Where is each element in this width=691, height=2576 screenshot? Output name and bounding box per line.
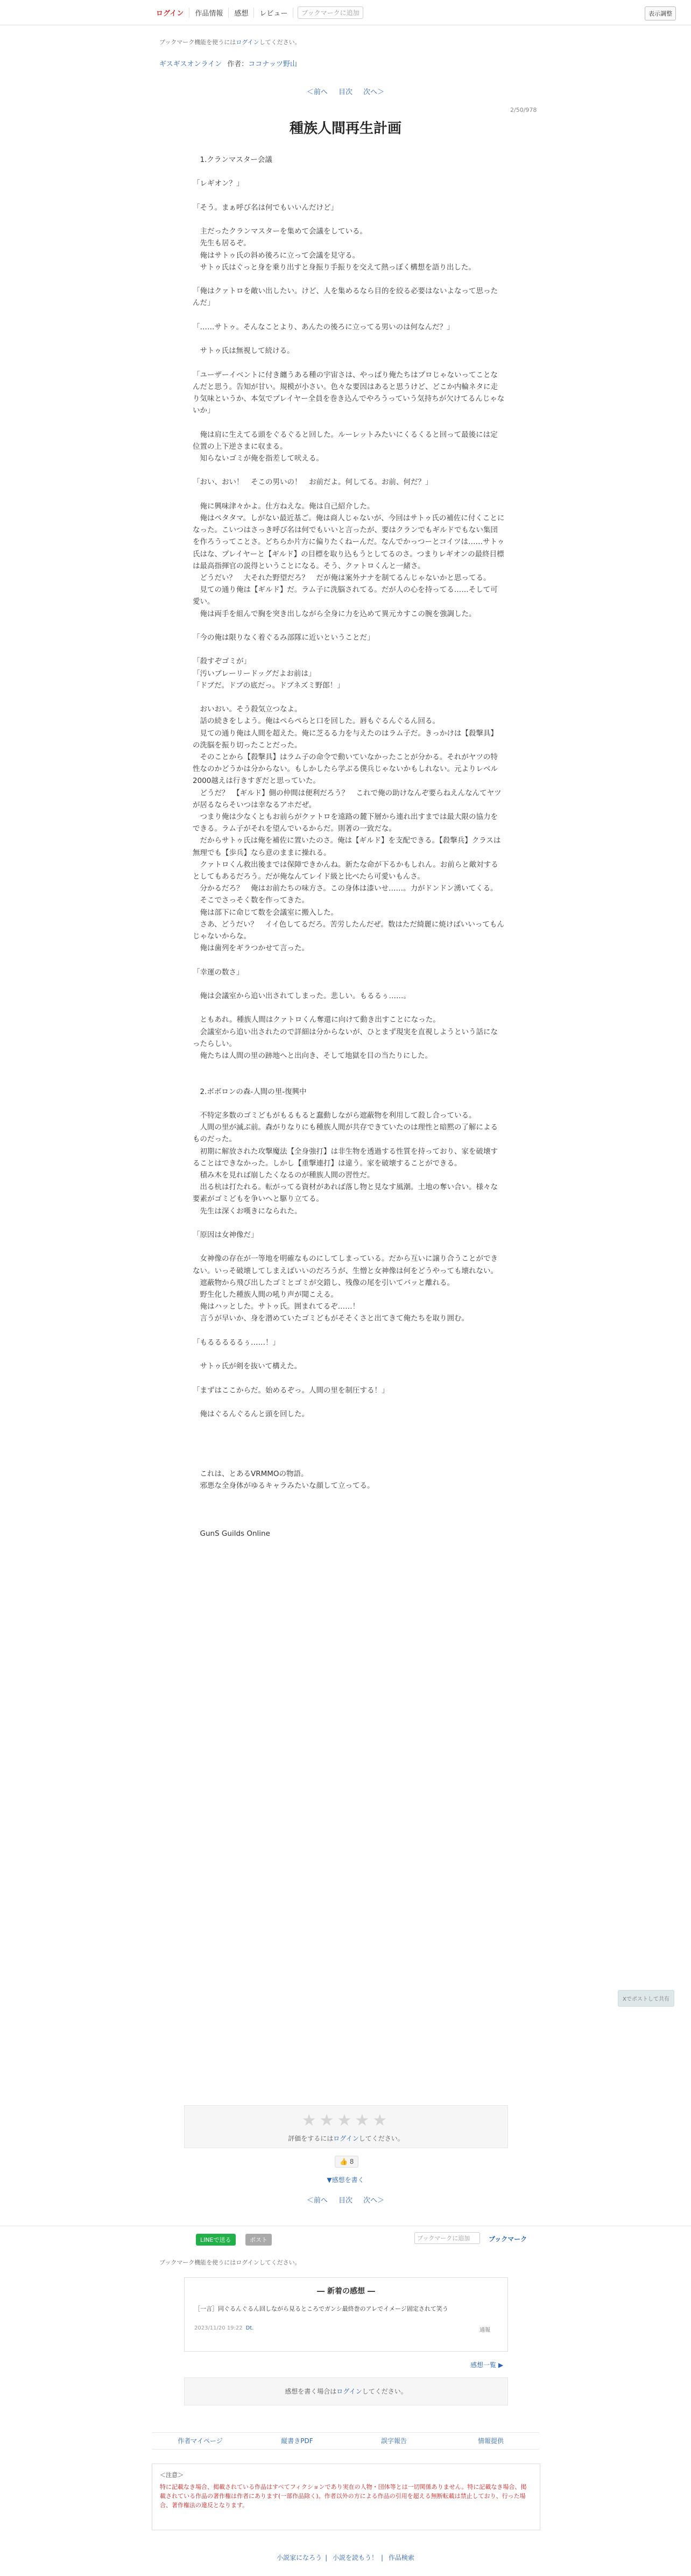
blank-line: [193, 978, 505, 990]
novel-paragraph: 邪悪な全身体がゆるキャラみたいな顔して立ってる。: [193, 1481, 375, 1491]
novel-paragraph: サトゥ氏は無視して続ける。: [193, 347, 294, 356]
impression-meta: [194, 2325, 253, 2331]
blank-line: [193, 1432, 505, 1444]
rating-note-pre: 評価をするには: [288, 2135, 334, 2142]
blank-line: [193, 190, 505, 202]
blank-line: [193, 417, 505, 428]
blank-line: [193, 954, 505, 966]
blank-line: [193, 1492, 505, 1504]
novel-paragraph: 積み木を見れば崩したくなるのが種族人間の習性だ。: [193, 1170, 375, 1180]
novel-paragraph: 見ての通り俺は【ギルド】だ。ラム子に洗脳されてる。だが人の心を持ってる……そして可愛い。: [193, 585, 498, 606]
bottom-links: 小説家になろう | 小説を読もう！ | 作品検索: [277, 2554, 414, 2561]
impression-login-link[interactable]: ログイン: [336, 2388, 362, 2395]
impression-text[interactable]: ［一言］同ぐるんぐるん回しながら見るところでガンシ最終巻のアレでイメージ固定されて笑う: [194, 2305, 448, 2312]
novel-paragraph: だからサトゥ氏は俺を補佐に置いたのさ。俺は【ギルド】を支配できる。【殺撃兵】クラスは無理でも【歩兵】なら意のままに操れる。: [193, 836, 501, 857]
novel-paragraph: どうだい？ 大それた野望だろ？ だが俺は案外ナナを制てるんじゃないかと思ってる。: [193, 573, 491, 582]
rating-note-post: してください。: [358, 2135, 404, 2142]
novel-paragraph: そのことから【殺撃具】はラム子の命令で動いていなかったことが分かる。それがヤツの特性なのかどうかは分からない。もしかしたら学ぶる僕兵じゃないかもしれない。元よりレベル2000越えは行きすぎだと思っていた。: [193, 752, 498, 786]
line-share-button[interactable]: LINEで送る: [196, 2234, 236, 2246]
novel-paragraph: 先生は深くお嘆きになられた。: [193, 1206, 302, 1216]
novel-paragraph: 見ての通り俺は人間を超えた。俺に芝るる力を与えたのはラム子だ。きっかけは【殺撃具】の洗脳を振り切ったことだった。: [193, 729, 498, 750]
author-label: 作者：: [227, 60, 249, 68]
bookmark-login-link[interactable]: ログイン: [236, 39, 259, 46]
novel-paragraph: 「ドブだ。ドブの底だっ。ドブネズミ野郎！」: [193, 681, 344, 690]
novel-paragraph: 「……サトゥ。そんなことより、あんたの後ろに立ってる男いのは何なんだ？」: [193, 322, 454, 331]
prev-link-bottom[interactable]: ＜前へ: [306, 2197, 328, 2205]
notice-text: 特に記載なき場合、掲載されている作品はすべてフィクションであり実在の人物・団体等とは一切関係ありません。特に記載なき場合、掲載されている作品の著作権は作者にあります(一部作品除く)。作者以外の方による作品の引用を超える無断転載は禁止しており、行った場合、著作権法の違反となります。: [160, 2483, 527, 2509]
novel-paragraph: つまり俺は少なくともお前らがクァトロを遠路の麓下層から連れ出すまでは最大限の協力をできる。ラム子がそれを望んでいるからだ。則著の一致だな。: [193, 812, 498, 834]
bookmark-note-pre: ブックマーク機能を使うには: [159, 39, 236, 46]
nav-bookmark-button[interactable]: ブックマークに追加: [298, 6, 363, 19]
series-info: [159, 58, 297, 68]
search-link[interactable]: 作品検索: [388, 2554, 414, 2561]
notice-title: ＜注意＞: [160, 2472, 184, 2479]
notice-box: [152, 2464, 540, 2530]
prev-link[interactable]: ＜前へ: [306, 88, 328, 96]
rating-note: [185, 2134, 507, 2143]
pager-bottom: [0, 2194, 691, 2205]
blank-line: [193, 166, 505, 178]
blank-line: [193, 1504, 505, 1515]
novel-paragraph: 俺は両手を組んで胸を突き出しながら全身に力を込めて異元カすこの腕を強調した。: [193, 609, 476, 618]
novel-paragraph: そこでさっそく数を作ってきた。: [193, 896, 309, 905]
bookmark-input[interactable]: ブックマークに追加: [414, 2232, 480, 2244]
novel-paragraph: おいおい。そう殺気立つなよ。: [193, 705, 302, 714]
novel-paragraph: 「汚いブレーリードッグだよお前は」: [193, 669, 316, 678]
novel-paragraph: 「おい、おい！ そこの男いの！ お前だよ。何してる。お前、何だ？」: [193, 478, 433, 487]
blank-line: [193, 1372, 505, 1384]
novel-paragraph: 出る杭は打たれる。転がってる資材があれば落し物と見なす風潮。土地の奪い合い。様々な要素がゴミどもを争いへと駆り立てる。: [193, 1183, 498, 1204]
nav-reviews[interactable]: レビュー: [254, 8, 293, 18]
impression-login-post: してください。: [362, 2388, 407, 2395]
blank-line: [193, 357, 505, 369]
bookmark-login-note-footer: ブックマーク機能を使うにはログインしてください。: [159, 2259, 301, 2266]
blank-line: [193, 1217, 505, 1229]
bookmark-note-post: してください。: [259, 39, 301, 46]
info-provide-link[interactable]: 情報提供: [477, 2437, 504, 2445]
blank-line: [193, 1074, 505, 1085]
top-navigation: [0, 0, 691, 25]
novel-paragraph: 俺はハッとした。サトゥ氏。囲まれてるぞ……！: [193, 1302, 360, 1311]
novel-paragraph: 俺はぐるんぐるんと頭を回した。: [193, 1409, 309, 1418]
toc-link[interactable]: 目次: [338, 88, 352, 96]
novel-paragraph: 「ユーザーイベントに付き纏うある種の宇宙さは、やっぱり俺たちはプロじゃないってことなんだと思う。告知が甘い。規模が小さい。色々な要因はあると思うけど、どこか内輪ネタに走り気味というか、本気でプレイヤー全員を巻き込んでやろうっていう気持ちが欠けてるんじゃないか」: [193, 370, 505, 415]
novel-paragraph: 女神像の存在が一等地を明確なものにしてしまっている。だから互いに譲り合うことができない。いっそ破壊してしまえばいいのだろうが、生憎と女神像は何をどうやっても壊れない。: [193, 1254, 498, 1275]
novel-paragraph: 「そう。まぁ呼び名は何でもいいんだけど」: [193, 203, 338, 212]
novel-paragraph: 「俺はクァトロを敵い出したい。けど、人を集めるなら目的を絞る必要はないよなって思ったんだ」: [193, 287, 498, 308]
impression-user[interactable]: Dt.: [245, 2325, 254, 2331]
blank-line: [193, 1098, 505, 1110]
novel-paragraph: GunS Guilds Online: [193, 1529, 270, 1538]
blank-line: [193, 1241, 505, 1253]
impression-login-pre: 感想を書く場合は: [285, 2388, 337, 2395]
toc-link-bottom[interactable]: 目次: [338, 2197, 352, 2205]
novel-paragraph: 言うが早いか、身を潜めていたゴミどもがそそくさと出てきて俺たちを取り囲む。: [193, 1314, 469, 1323]
novel-paragraph: さあ、どうだい？ イイ色してるだろ。苦労したんだぜ。数はただ綺麗に焼けばいいってもんじゃないからな。: [193, 920, 504, 941]
novel-paragraph: 人間の里が滅ぶ前。森がりなりにも種族人間が共存できていたのは理性と暗黙の了解によるものだった。: [193, 1123, 498, 1144]
author-link[interactable]: ココナッツ野山: [248, 60, 297, 68]
chapter-number: 2/50/978: [510, 107, 537, 114]
novel-paragraph: 俺たちは人間の里の跡地へと出向き、そして地獄を目の当たりにした。: [193, 1051, 432, 1060]
nav-work-info[interactable]: 作品情報: [189, 8, 229, 18]
recent-impressions: [184, 2277, 508, 2352]
vertical-pdf-link[interactable]: 縦書きPDF: [281, 2437, 313, 2445]
novel-paragraph: サトゥ氏はぐっと身を乗り出すと身振り手振りを交えて熱っぽく構想を語り出した。: [193, 263, 476, 272]
chapter-title: 種族人間再生計画: [289, 121, 401, 137]
pager-top: [0, 86, 691, 96]
typo-report-link[interactable]: 誤字報告: [380, 2437, 407, 2445]
novel-paragraph: 1.クランマスター会議: [193, 156, 272, 164]
novel-paragraph: 知らないゴミが俺を指差して吠える。: [193, 454, 323, 463]
nav-impressions[interactable]: 感想: [229, 8, 254, 18]
rating-login-link[interactable]: ログイン: [333, 2135, 359, 2142]
blank-line: [193, 1002, 505, 1014]
rating-box: [184, 2105, 508, 2148]
nav-links: [151, 5, 363, 19]
blank-line: [193, 309, 505, 321]
novel-paragraph: 俺に興味津々かよ。仕方ねえな。俺は自己紹介した。: [193, 502, 375, 511]
blank-line: [193, 489, 505, 500]
blank-line: [193, 1325, 505, 1337]
blank-line: [193, 1420, 505, 1432]
novel-paragraph: 分かるだろ？ 俺はお前たちの味方さ。この身体は漆いせ……。力がドンドン湧いてくる。: [193, 884, 498, 893]
novel-paragraph: 「今の俺は限りなく着ぐるみ部隊に近いということだ」: [193, 633, 375, 642]
novel-paragraph: サトゥ氏が剣を抜いて構えた。: [193, 1362, 302, 1371]
novel-paragraph: 俺はペタタマ。しがない最近基ご。俺は商人じゃないが、今回はサトゥ氏の補佐に付くことになった。こいつはさっき呼び名は何でもいいと言ったが、要はクランでもギルドでもない集団を作ろうってことさ。どちらか片方に偏りたくねーんだ。なんでかっつーとコイツは……サトゥ氏はな、プレイヤーと【ギルド】の目標を取り込もうとしてるのさ。つまりレギオンの最終目標は最高指揮官の説得ということになる。そう、クァトロくんと一緒さ。: [193, 513, 505, 570]
novel-paragraph: 「幸運の数さ」: [193, 968, 244, 977]
novel-paragraph: 会議室から追い出されたので詳細は分からないが、ひとまず現実を直視しようという話になったらしい。: [193, 1027, 498, 1048]
novel-paragraph: 「原因は女神像だ」: [193, 1230, 258, 1239]
footer-links: [152, 2432, 539, 2450]
blank-line: [193, 1062, 505, 1074]
impressions-list-link[interactable]: 感想一覧 ▶: [470, 2361, 504, 2369]
author-mypage-link[interactable]: 作者マイページ: [178, 2437, 223, 2445]
impressions-heading: ― 新着の感想 ―: [317, 2287, 375, 2296]
next-link[interactable]: 次へ＞: [363, 88, 385, 96]
report-link[interactable]: 通報: [480, 2327, 490, 2333]
novel-paragraph: 俺は部下に命じて数を会議室に搬入した。: [193, 908, 338, 917]
blank-line: [193, 1456, 505, 1468]
novel-paragraph: これは、とあるVRMMOの物語。: [193, 1469, 308, 1478]
novel-paragraph: 俺は会議室から追い出されてしまった。悲しい。もるるぅ……。: [193, 991, 411, 1000]
novel-paragraph: クァトロくん救出後までは保障できかんね。新たな命が下るかもしれん。お前らと敵対するとしてもあるだろう。だが俺なんてレイド級と比べたら可愛いもんさ。: [193, 860, 498, 881]
novel-paragraph: 野生化した種族人間の吼り声が聞こえる。: [193, 1290, 338, 1299]
series-link[interactable]: ギスギスオンライン: [159, 60, 222, 68]
display-settings-button[interactable]: 表示調整: [645, 6, 676, 20]
bookmark-login-note: [159, 38, 301, 46]
blank-line: [193, 1516, 505, 1528]
blank-line: [193, 644, 505, 655]
novel-paragraph: 不特定多数のゴミどもがもるもると蠢動しながら遮蔽物を利用して殺し合っている。: [193, 1111, 476, 1120]
novel-paragraph: 「まずはここからだ。始めるぞっ。人間の里を制圧する！」: [193, 1386, 389, 1395]
novel-paragraph: 「レギオン？」: [193, 179, 244, 188]
novel-body: [193, 154, 505, 1540]
novel-paragraph: 俺は肩に生えてる頭をぐるぐると回した。ルーレットみたいにくるくると回って最後には定位置の上下逆さまに収まる。: [193, 430, 498, 451]
novel-paragraph: 「もるるるるるぅ……！」: [193, 1338, 280, 1347]
blank-line: [193, 333, 505, 345]
novel-paragraph: 俺はサトゥ氏の斜め後ろに立って会議を見守る。: [193, 251, 360, 260]
good-button[interactable]: 👍 8: [335, 2156, 358, 2168]
novel-paragraph: 「殺すぞゴミが」: [193, 657, 251, 666]
blank-line: [193, 273, 505, 285]
blank-line: [193, 1396, 505, 1408]
blank-line: [193, 464, 505, 476]
post-button[interactable]: ポスト: [245, 2234, 272, 2246]
novel-paragraph: 先生も居るぞ。: [193, 239, 251, 248]
yomou-link[interactable]: 小説を読もう！: [332, 2554, 378, 2561]
next-link-bottom[interactable]: 次へ＞: [363, 2197, 385, 2205]
novel-paragraph: ともあれ。種族人間はクァトロくん奪還に向けて動き出すことになった。: [193, 1015, 440, 1025]
rating-stars[interactable]: ★★★★★: [301, 2111, 391, 2130]
novel-paragraph: 話の続きをしよう。俺はペらペらと口を回した。唇もぐるんぐるん回る。: [193, 717, 440, 726]
write-impression-link[interactable]: ▼感想を書く: [327, 2176, 364, 2184]
share-button[interactable]: Xでポストして共有: [618, 1990, 674, 2007]
blank-line: [193, 1444, 505, 1456]
blank-line: [193, 1349, 505, 1360]
impression-date: 2023/11/20 19:22: [194, 2325, 243, 2331]
blank-line: [193, 691, 505, 703]
blank-line: [193, 620, 505, 632]
novel-paragraph: 遮蔽物から飛び出したゴミとゴミが交錯し、残像の尾を引いてバッと離れる。: [193, 1278, 454, 1287]
blank-line: [193, 214, 505, 225]
novel-paragraph: 2.ボボロンの森-人間の里-復興中: [193, 1087, 307, 1096]
novel-paragraph: 主だったクランマスターを集めて会議をしている。: [193, 227, 367, 236]
narou-link[interactable]: 小説家になろう: [277, 2554, 322, 2561]
novel-paragraph: 俺は歯列をギラつかせて言った。: [193, 944, 309, 953]
impression-login-box: [184, 2377, 508, 2405]
login-link[interactable]: ログイン: [151, 8, 189, 18]
novel-paragraph: どうだ？ 【ギルド】側の仲間は便利だろう？ これで俺の助けなんぞ要らねえんなんてヤツが居るならそいつは幸なるアホだぜ。: [193, 788, 502, 809]
bookmark-add-button[interactable]: ブックマーク: [489, 2235, 527, 2243]
novel-paragraph: 初期に解放された攻撃魔法【全身強打】は非生物を透過する性質を持っており、家を破壊することはできなかった。しかし【重撃連打】は違う。家を破壊することができる。: [193, 1147, 498, 1168]
